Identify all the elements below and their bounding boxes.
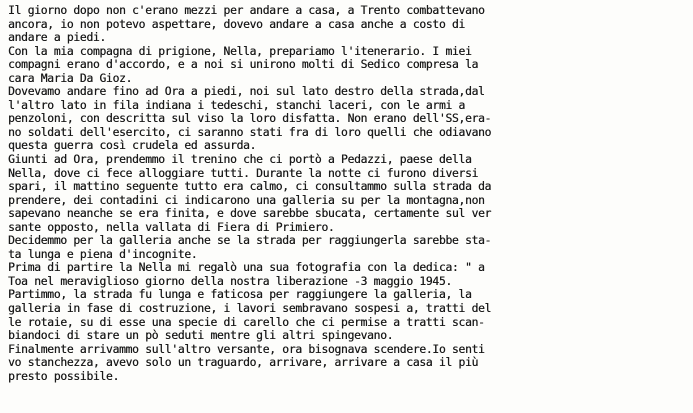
text-line: questa guerra così crudela ed assurda. — [8, 138, 257, 153]
text-line: biandoci di stare un pò seduti mentre gli altri spingevano. — [8, 328, 394, 343]
text-line: compagni erano d'accordo, e a noi si unirono molti di Sedico compresa la — [8, 57, 478, 72]
text-line: Nella, dove ci fece alloggiare tutti. Durante la notte ci furono diversi — [8, 165, 478, 180]
text-line: Il giorno dopo non c'erano mezzi per andare a casa, a Trento combattevano — [8, 3, 485, 17]
text-line: sante opposto, nella vallata di Fiera di Primiero. — [8, 219, 335, 234]
text-line: andare a piedi. — [8, 30, 106, 45]
text-line: Con la mia compagna di prigione, Nella, prepariamo l'itenerario. I miei — [8, 43, 472, 58]
text-line: Partimmo, la strada fu lunga e faticosa per raggiungere la galleria, la — [8, 287, 472, 302]
text-line: Finalmente arrivammo sull'altro versante, ora bisognava scendere.Io senti — [8, 341, 485, 356]
text-line: Giunti ad Ora, prendemmo il trenino che ci portò a Pedazzi, paese della — [8, 152, 472, 167]
text-line: ancora, io non potevo aspettare, dovevo andare a casa anche a costo di — [8, 16, 465, 31]
text-line: vo stanchezza, avevo solo un traguardo, arrivare, arrivare a casa il più — [8, 355, 478, 370]
text-line: presto possibile. — [8, 368, 119, 383]
text-line: prendere, dei contadini ci indicarono una galleria su per la montagna,non — [8, 192, 485, 207]
text-line: spari, il mattino seguente tutto era calmo, ci consultammo sulla strada da — [8, 179, 492, 194]
text-line: Dovevamo andare fino ad Ora a piedi, noi sul lato destro della strada,dal — [8, 84, 485, 99]
text-line: ta lunga e piena d'incognite. — [8, 246, 198, 261]
text-line: cara Maria Da Gioz. — [8, 70, 133, 85]
text-line: sapevano neanche se era finita, e dove sarebbe sbucata, certamente sul ver — [8, 206, 492, 221]
text-line: Toa nel meraviglioso giorno della nostra liberazione -3 maggio 1945. — [8, 273, 452, 288]
text-line: galleria in fase di costruzione, i lavori sembravano sospesi a, tratti del — [8, 301, 492, 316]
text-line: Decidemmo per la galleria anche se la strada per raggiungerla sarebbe sta- — [8, 233, 492, 248]
text-line: le rotaie, su di esse una specie di carello che ci permise a tratti scan- — [8, 314, 485, 329]
text-line: penzoloni, con descritta sul viso la loro disfatta. Non erano dell'SS,era- — [8, 111, 492, 126]
text-line: Prima di partire la Nella mi regalò una sua fotografia con la dedica: " a — [8, 260, 485, 275]
text-line: no soldati dell'esercito, ci saranno stati fra di loro quelli che odiavano — [8, 124, 492, 139]
text-line: l'altro lato in fila indiana i tedeschi, stanchi laceri, con le armi a — [8, 97, 465, 112]
